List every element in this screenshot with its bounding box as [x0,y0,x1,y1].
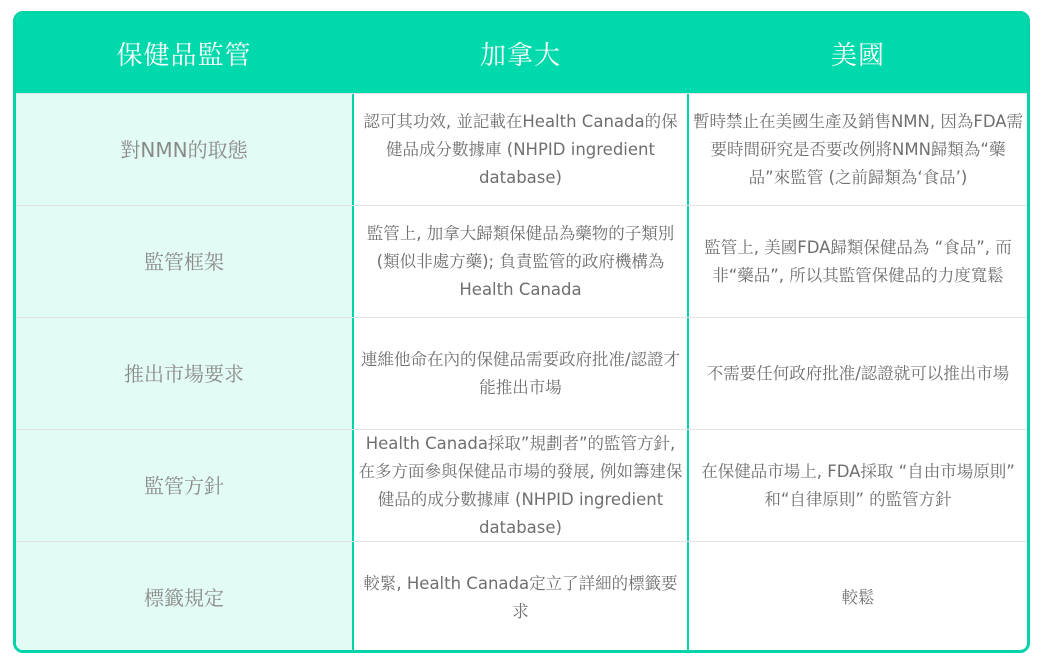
row-label: 監管方針 [16,430,352,541]
canada-cell [352,206,689,317]
canada-cell [352,542,689,653]
usa-text: 在保健品市場上, FDA採取 “自由市場原則” 和“自律原則” 的監管方針 [701,461,1015,509]
canada-text: 監管上, 加拿大歸類保健品為藥物的子類別(類似非處方藥); 負責監管的政府機構為Health Canada [366,223,675,299]
usa-text: 不需要任何政府批准/認證就可以推出市場 [706,363,1010,383]
canada-text: 認可其功效, 並記載在Health Canada的保健品成分數據庫 (NHPID ingredient database) [363,111,678,187]
canada-cell [352,430,689,541]
canada-cell [352,94,689,205]
header-topic: 保健品監管 [116,41,252,71]
usa-text: 暫時禁止在美國生產及銷售NMN, 因為FDA需要時間研究是否要改例將NMN歸類為“藥品”來監管 (之前歸類為‘食品’) [692,111,1024,187]
usa-cell [689,318,1027,429]
canada-text: Health Canada採取”規劃者”的監管方針, 在多方面參與保健品市場的發展, 例如籌建保健品的成分數據庫 (NHPID ingredient database) [358,433,683,537]
usa-cell [689,94,1027,205]
row-label: 標籤規定 [16,542,352,653]
row-label: 監管框架 [16,206,352,317]
usa-text: 較鬆 [841,587,875,607]
table-row [16,93,1027,205]
comparison-table [13,11,1030,653]
header-usa: 美國 [830,41,885,71]
table-row [16,429,1027,541]
header-canada: 加拿大 [479,41,561,71]
row-label: 推出市場要求 [16,318,352,429]
canada-text: 連維他命在內的保健品需要政府批准/認證才能推出市場 [360,349,681,397]
canada-cell [352,318,689,429]
usa-text: 監管上, 美國FDA歸類保健品為 “食品”, 而非“藥品”, 所以其監管保健品的力度寬鬆 [704,237,1012,285]
canada-text: 較緊, Health Canada定立了詳細的標籤要求 [363,573,678,621]
usa-cell [689,206,1027,317]
usa-cell [689,542,1027,653]
table-row [16,541,1027,653]
row-label: 對NMN的取態 [16,94,352,205]
usa-cell [689,430,1027,541]
table-row [16,317,1027,429]
table-header [16,14,1027,93]
table-row [16,205,1027,317]
